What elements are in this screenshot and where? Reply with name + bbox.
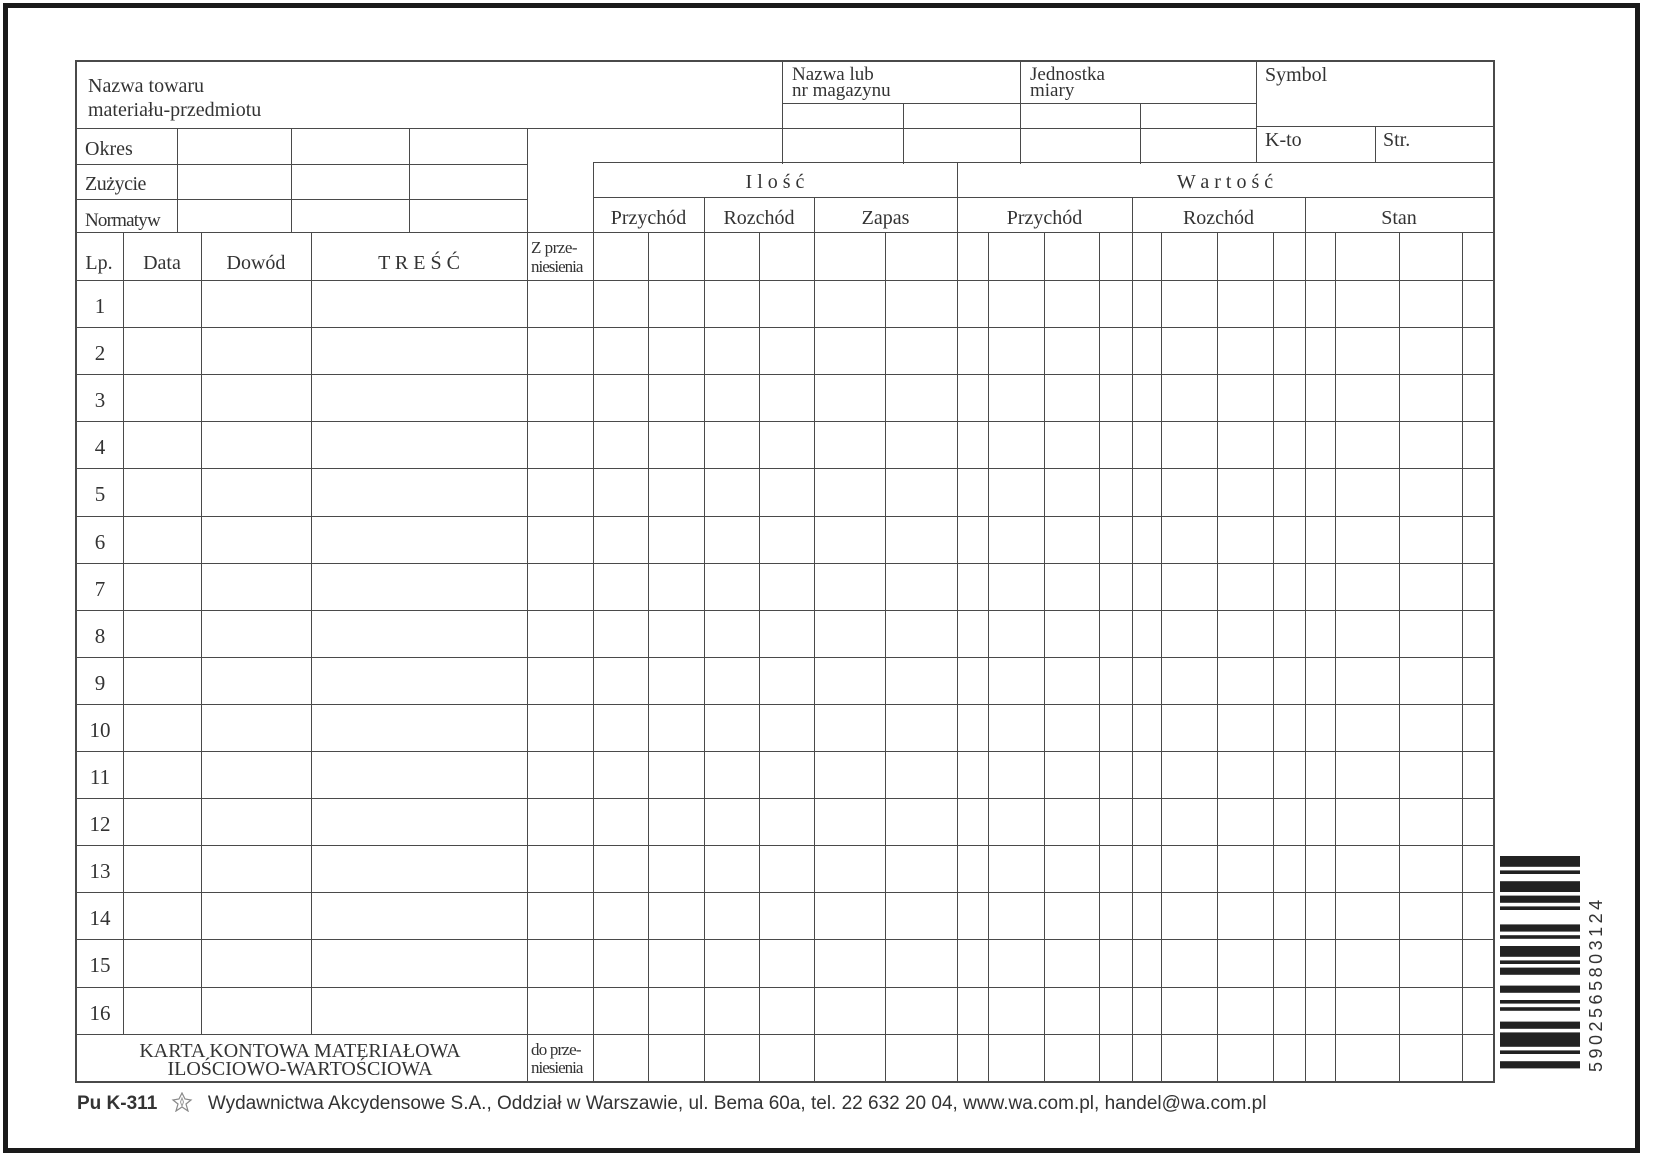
label-jednostka-line1: Jednostka [1030, 64, 1105, 85]
grid-line [1375, 126, 1376, 162]
barcode-bar [1500, 1032, 1580, 1046]
form-code: Pu K-311 [77, 1093, 158, 1114]
row-line [75, 704, 1493, 705]
barcode-bar [1500, 968, 1580, 975]
barcode-bar [1500, 986, 1580, 993]
barcode-bar [1500, 1007, 1580, 1011]
grid-line [1305, 197, 1306, 1081]
form-border-top [75, 60, 1493, 62]
card-title-line2: ILOŚCIOWO-WARTOŚCIOWA [167, 1058, 433, 1080]
row-number: 2 [94, 341, 106, 365]
grid-line [75, 280, 1493, 281]
barcode-bar [1500, 946, 1580, 957]
label-do-przeniesienia-line2: niesienia [531, 1058, 583, 1077]
barcode-bar [1500, 870, 1580, 874]
row-number: 11 [89, 765, 111, 789]
publisher-logo-icon [171, 1092, 193, 1112]
label-lp: Lp. [85, 252, 113, 274]
row-line [75, 327, 1493, 328]
grid-line [782, 103, 1256, 104]
label-wartosc: W a r t o ś ć [1176, 171, 1274, 193]
publisher-info: Wydawnictwa Akcydensowe S.A., Oddział w Warszawie, ul. Bema 60a, tel. 22 632 20 04, www.wa.com.pl, handel@wa.com.pl [207, 1093, 1267, 1114]
row-number: 10 [89, 718, 111, 742]
row-number: 16 [89, 1001, 111, 1025]
row-number: 15 [89, 953, 111, 977]
label-ilosc-rozchod: Rozchód [723, 207, 795, 229]
label-normatyw: Normatyw [85, 210, 160, 231]
row-number: 3 [94, 388, 106, 412]
grid-line [409, 128, 410, 232]
barcode-bar [1500, 896, 1580, 903]
row-number: 5 [94, 482, 106, 506]
row-number: 4 [94, 435, 106, 459]
label-wartosc-przychod: Przychód [1006, 207, 1083, 229]
barcode-bar [1500, 935, 1580, 939]
row-line [75, 563, 1493, 564]
label-data: Data [143, 252, 181, 274]
grid-line [1020, 60, 1021, 164]
card-title-line1: KARTA KONTOWA MATERIAŁOWA [139, 1040, 461, 1062]
barcode-bar [1500, 881, 1580, 892]
grid-line [177, 128, 178, 232]
label-z-przeniesienia-line2: niesienia [531, 257, 583, 276]
barcode-bar [1500, 906, 1580, 910]
barcode-digits: 5902565803124 [1586, 896, 1606, 1072]
row-line [75, 892, 1493, 893]
row-line [75, 468, 1493, 469]
row-line [75, 939, 1493, 940]
barcode-bar [1500, 960, 1580, 964]
grid-line [782, 60, 783, 164]
grid-line [75, 128, 782, 129]
row-line [75, 657, 1493, 658]
barcode-bar [1500, 1061, 1580, 1068]
row-number: 1 [94, 294, 106, 318]
barcode-bar [1500, 1000, 1580, 1004]
grid-line [593, 197, 1493, 198]
row-line [75, 751, 1493, 752]
label-magazyn-line1: Nazwa lub [792, 64, 874, 85]
label-wartosc-stan: Stan [1381, 207, 1417, 229]
label-jednostka-line2: miary [1030, 80, 1075, 101]
grid-line [75, 199, 527, 200]
label-symbol: Symbol [1265, 64, 1328, 86]
label-kto: K-to [1265, 129, 1302, 151]
grid-line [903, 103, 904, 164]
barcode-graphic [1500, 856, 1600, 1070]
row-number: 13 [89, 859, 111, 883]
label-ilosc-przychod: Przychód [610, 207, 687, 229]
label-ilosc: I l o ś ć [745, 171, 805, 193]
barcode-icon [1500, 856, 1600, 1070]
grid-line [593, 162, 594, 1081]
row-line [75, 421, 1493, 422]
grid-line [75, 164, 527, 165]
label-zuzycie: Zużycie [85, 173, 146, 195]
grid-line [311, 232, 312, 1034]
grid-line [1132, 197, 1133, 1081]
grid-line [782, 128, 1256, 129]
grid-line [75, 232, 1493, 233]
barcode-bar [1500, 1022, 1580, 1029]
row-number: 14 [89, 906, 111, 930]
grid-line [291, 128, 292, 232]
label-nazwa-towaru-line2: materiału-przedmiotu [88, 99, 262, 121]
row-line [75, 845, 1493, 846]
label-nazwa-towaru-line1: Nazwa towaru [88, 75, 205, 97]
label-tresc: T R E Ś Ć [378, 252, 460, 274]
grid-line [1140, 103, 1141, 164]
label-z-przeniesienia-line1: Z prze- [531, 238, 578, 257]
label-str: Str. [1383, 129, 1411, 151]
row-number: 12 [89, 812, 111, 836]
grid-line [1256, 60, 1257, 162]
form-border-right [1493, 60, 1495, 1083]
row-line [75, 610, 1493, 611]
label-okres: Okres [85, 138, 133, 160]
row-line [75, 1034, 1493, 1035]
row-line [75, 798, 1493, 799]
row-number: 9 [94, 671, 106, 695]
barcode-bar [1500, 1050, 1580, 1054]
row-number: 8 [94, 624, 106, 648]
grid-line [957, 162, 958, 1081]
label-ilosc-zapas: Zapas [861, 207, 910, 229]
label-do-przeniesienia-line1: do prze- [531, 1040, 581, 1059]
grid-line [201, 232, 202, 1034]
label-wartosc-rozchod: Rozchód [1182, 207, 1255, 229]
row-line [75, 516, 1493, 517]
grid-line [123, 232, 124, 1034]
row-number: 7 [94, 577, 106, 601]
grid-line [593, 162, 1493, 163]
barcode-bar [1500, 856, 1580, 867]
label-magazyn-line2: nr magazynu [792, 80, 891, 101]
form-border-bottom [75, 1081, 1495, 1083]
row-line [75, 987, 1493, 988]
row-number: 6 [94, 530, 106, 554]
grid-line [814, 197, 815, 1081]
footer [77, 1092, 1266, 1115]
barcode-bar [1500, 924, 1580, 931]
row-line [75, 374, 1493, 375]
grid-line [704, 197, 705, 1081]
label-dowod: Dowód [226, 252, 286, 274]
